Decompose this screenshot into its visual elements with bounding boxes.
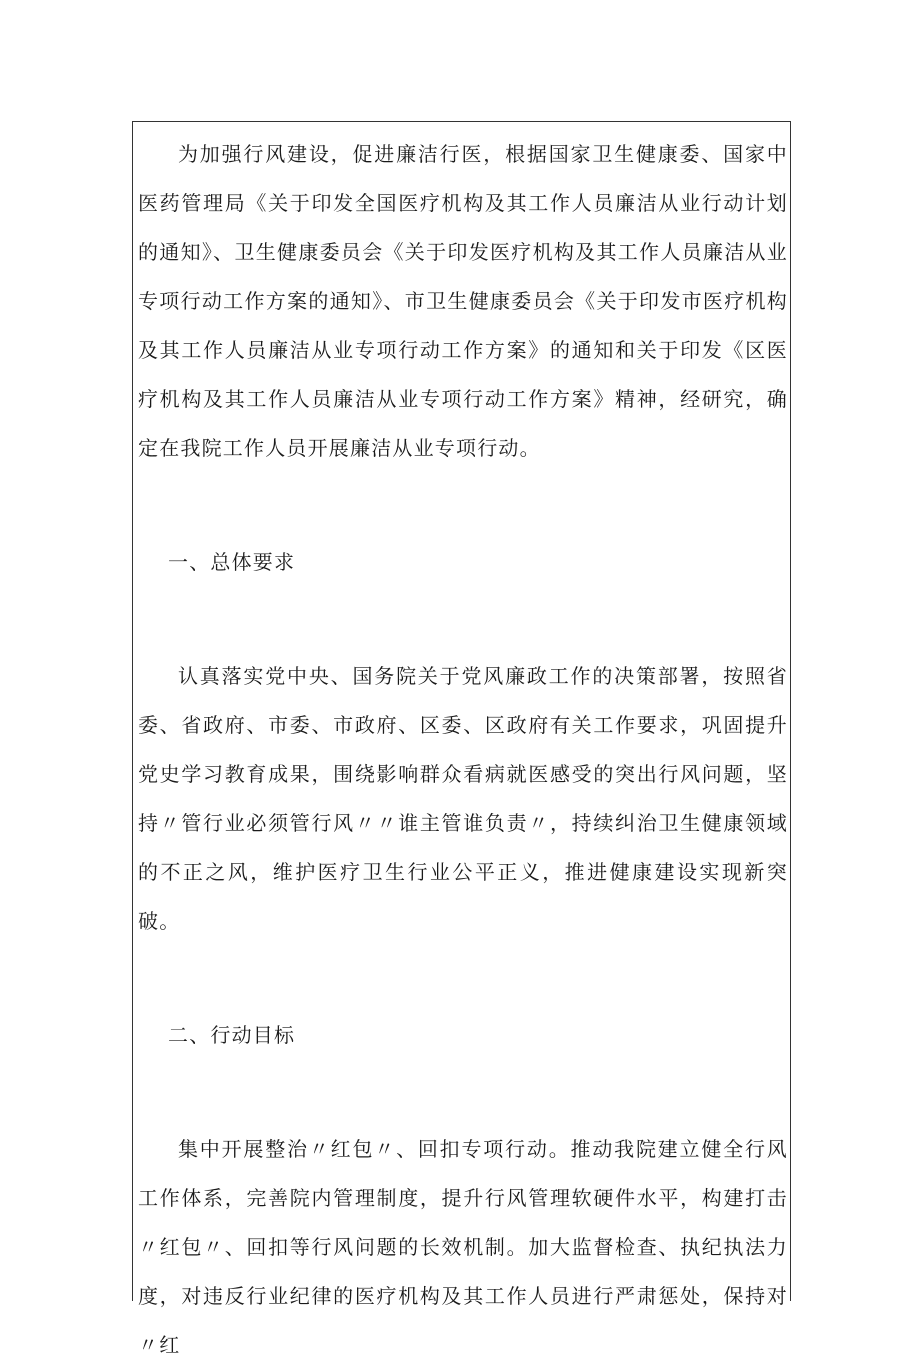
section-paragraph-overall-requirements: 认真落实党中央、国务院关于党风廉政工作的决策部署，按照省委、省政府、市委、市政府、区委、区政府有关工作要求，巩固提升党史学习教育成果，围绕影响群众看病就医感受的突出行风问题，坚持〃管行业必须管行风〃〃谁主管谁负责〃，持续纠治卫生健康领域的不正之风，维护医疗卫生行业公平正义，推进健康建设实现新突破。 bbox=[138, 664, 788, 933]
spacer bbox=[138, 587, 788, 652]
spacer bbox=[138, 1060, 788, 1125]
spacer bbox=[138, 473, 788, 538]
spacer bbox=[138, 946, 788, 1011]
intro-paragraph: 为加强行风建设，促进廉洁行医，根据国家卫生健康委、国家中医药管理局《关于印发全国医疗机构及其工作人员廉洁从业行动计划的通知》、卫生健康委员会《关于印发医疗机构及其工作人员廉洁从业专项行动工作方案的通知》、市卫生健康委员会《关于印发市医疗机构及其工作人员廉洁从业专项行动工作方案》的通知和关于印发《区医疗机构及其工作人员廉洁从业专项行动工作方案》精神，经研究，确定在我院工作人员开展廉洁从业专项行动。 bbox=[138, 142, 788, 460]
section-paragraph-action-goals: 集中开展整治〃红包〃、回扣专项行动。推动我院建立健全行风工作体系，完善院内管理制度，提升行风管理软硬件水平，构建打击〃红包〃、回扣等行风问题的长效机制。加大监督检查、执纪执法力度，对违反行业纪律的医疗机构及其工作人员进行严肃惩处，保持对〃红 bbox=[138, 1137, 788, 1357]
section-heading-action-goals: 二、行动目标 bbox=[168, 1023, 296, 1047]
document-body bbox=[138, 130, 788, 1370]
section-heading-overall-requirements: 一、总体要求 bbox=[168, 550, 296, 574]
